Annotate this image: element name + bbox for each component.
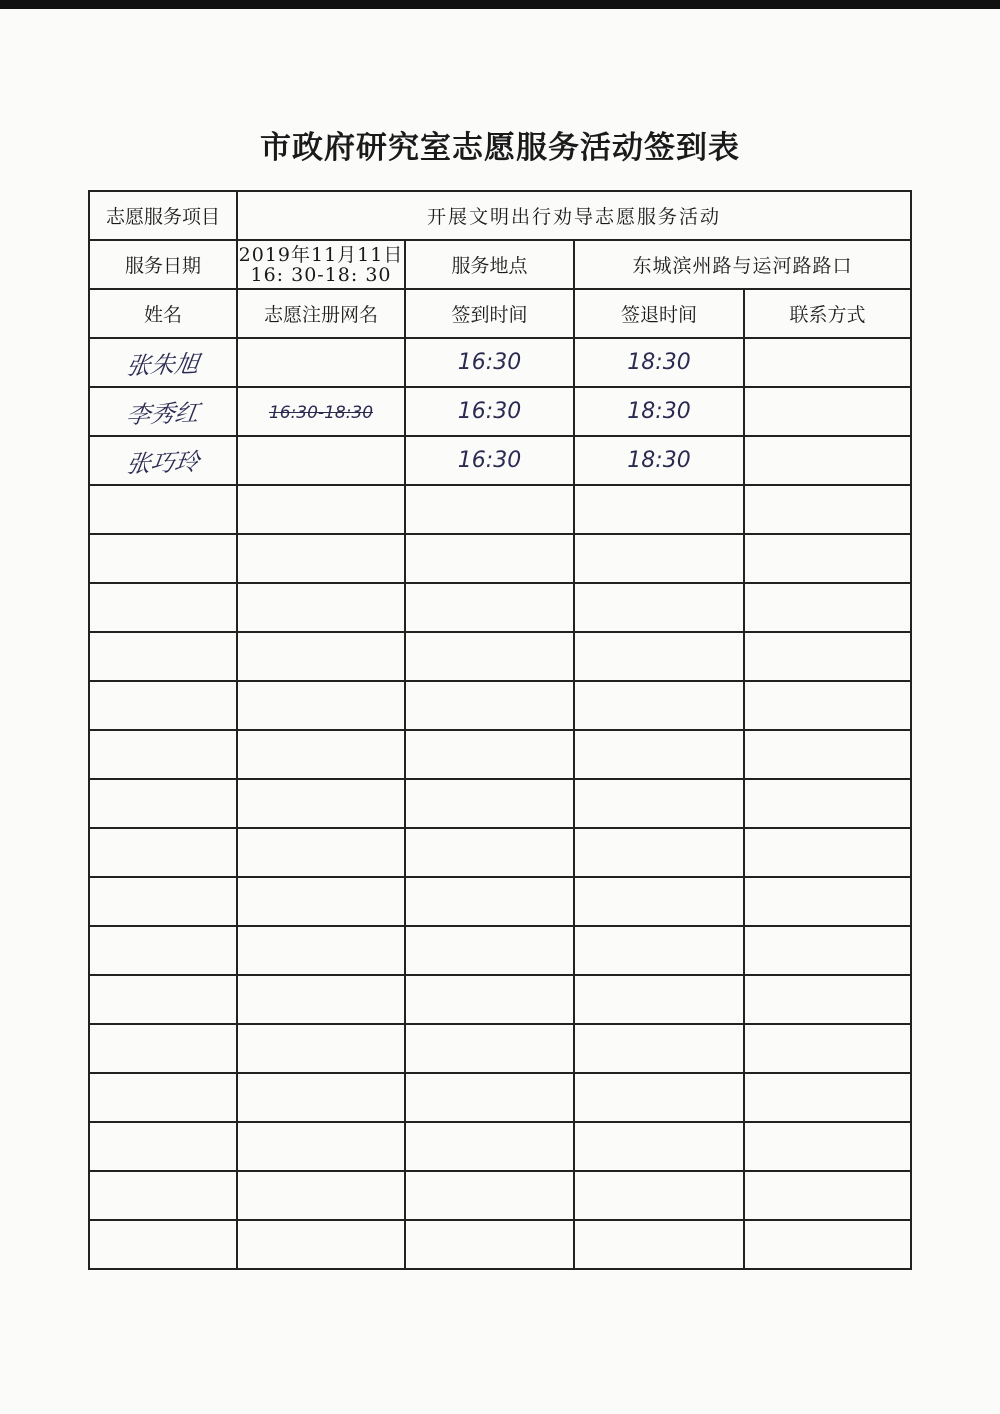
cell-sign-out bbox=[574, 828, 744, 877]
cell-name bbox=[89, 828, 237, 877]
cell-sign-in bbox=[405, 1171, 574, 1220]
cell-name bbox=[89, 387, 237, 436]
cell-sign-in bbox=[405, 632, 574, 681]
cell-registration bbox=[237, 779, 405, 828]
cell-name bbox=[89, 926, 237, 975]
cell-sign-in bbox=[405, 1220, 574, 1269]
empty-row bbox=[89, 1122, 911, 1171]
empty-row bbox=[89, 1024, 911, 1073]
empty-row bbox=[89, 975, 911, 1024]
sign-in-table bbox=[88, 190, 912, 1270]
cell-contact bbox=[744, 730, 911, 779]
cell-sign-out bbox=[574, 877, 744, 926]
cell-registration bbox=[237, 1024, 405, 1073]
cell-sign-out bbox=[574, 338, 744, 387]
cell-contact bbox=[744, 583, 911, 632]
header-name: 姓名 bbox=[89, 289, 237, 338]
cell-name bbox=[89, 730, 237, 779]
cell-contact bbox=[744, 681, 911, 730]
cell-contact bbox=[744, 1122, 911, 1171]
cell-registration bbox=[237, 730, 405, 779]
date-label: 服务日期 bbox=[89, 240, 237, 289]
column-header-row bbox=[89, 289, 911, 338]
cell-name bbox=[89, 877, 237, 926]
empty-row bbox=[89, 779, 911, 828]
cell-name bbox=[89, 1024, 237, 1073]
cell-contact bbox=[744, 338, 911, 387]
empty-row bbox=[89, 1073, 911, 1122]
cell-registration bbox=[237, 338, 405, 387]
cell-registration bbox=[237, 485, 405, 534]
handwritten-sign-in: 16:30 bbox=[457, 448, 522, 473]
cell-name bbox=[89, 975, 237, 1024]
cell-contact bbox=[744, 436, 911, 485]
cell-sign-in bbox=[405, 975, 574, 1024]
empty-row bbox=[89, 485, 911, 534]
cell-registration bbox=[237, 1122, 405, 1171]
handwritten-sign-out: 18:30 bbox=[627, 448, 691, 473]
cell-sign-out bbox=[574, 1073, 744, 1122]
cell-sign-out bbox=[574, 632, 744, 681]
handwritten-name: 张巧玲 bbox=[124, 447, 201, 479]
cell-registration bbox=[237, 877, 405, 926]
location-label: 服务地点 bbox=[405, 240, 574, 289]
cell-contact bbox=[744, 1220, 911, 1269]
cell-sign-in bbox=[405, 534, 574, 583]
cell-registration bbox=[237, 828, 405, 877]
cell-contact bbox=[744, 926, 911, 975]
date-value bbox=[237, 240, 405, 289]
cell-sign-out bbox=[574, 779, 744, 828]
handwritten-name: 张朱旭 bbox=[124, 349, 201, 381]
cell-sign-in bbox=[405, 1122, 574, 1171]
cell-contact bbox=[744, 534, 911, 583]
cell-name bbox=[89, 534, 237, 583]
cell-sign-out bbox=[574, 387, 744, 436]
cell-contact bbox=[744, 485, 911, 534]
handwritten-sign-in: 16:30 bbox=[457, 350, 522, 375]
empty-row bbox=[89, 534, 911, 583]
cell-sign-in bbox=[405, 436, 574, 485]
cell-name bbox=[89, 583, 237, 632]
cell-name bbox=[89, 485, 237, 534]
cell-registration bbox=[237, 534, 405, 583]
header-contact: 联系方式 bbox=[744, 289, 911, 338]
cell-sign-in bbox=[405, 1024, 574, 1073]
cell-name bbox=[89, 436, 237, 485]
empty-row bbox=[89, 828, 911, 877]
cell-registration bbox=[237, 436, 405, 485]
header-sign-out-time: 签退时间 bbox=[574, 289, 744, 338]
empty-row bbox=[89, 877, 911, 926]
cell-registration bbox=[237, 975, 405, 1024]
cell-contact bbox=[744, 387, 911, 436]
cell-contact bbox=[744, 1171, 911, 1220]
project-row bbox=[89, 191, 911, 240]
cell-registration bbox=[237, 681, 405, 730]
cell-sign-in bbox=[405, 387, 574, 436]
cell-sign-out bbox=[574, 583, 744, 632]
cell-name bbox=[89, 632, 237, 681]
header-sign-in-time: 签到时间 bbox=[405, 289, 574, 338]
empty-row bbox=[89, 1171, 911, 1220]
table-row bbox=[89, 338, 911, 387]
date-location-row bbox=[89, 240, 911, 289]
cell-sign-in bbox=[405, 926, 574, 975]
handwritten-sign-in: 16:30 bbox=[457, 399, 522, 424]
cell-name bbox=[89, 1122, 237, 1171]
scan-top-edge bbox=[0, 0, 1000, 9]
cell-sign-in bbox=[405, 681, 574, 730]
cell-sign-in bbox=[405, 730, 574, 779]
cell-registration bbox=[237, 1220, 405, 1269]
cell-registration bbox=[237, 1171, 405, 1220]
cell-name bbox=[89, 1073, 237, 1122]
cell-sign-in bbox=[405, 485, 574, 534]
cell-registration bbox=[237, 1073, 405, 1122]
cell-sign-out bbox=[574, 975, 744, 1024]
cell-sign-out bbox=[574, 1024, 744, 1073]
project-value: 开展文明出行劝导志愿服务活动 bbox=[237, 191, 911, 240]
cell-sign-out bbox=[574, 1220, 744, 1269]
cell-sign-in bbox=[405, 338, 574, 387]
handwritten-registration: 16:30-18:30 bbox=[268, 402, 374, 423]
date-line-2: 16: 30-18: 30 bbox=[250, 263, 392, 286]
location-value: 东城滨州路与运河路路口 bbox=[574, 240, 911, 289]
cell-sign-out bbox=[574, 485, 744, 534]
empty-row bbox=[89, 632, 911, 681]
table-row bbox=[89, 387, 911, 436]
table-row bbox=[89, 436, 911, 485]
cell-sign-in bbox=[405, 877, 574, 926]
cell-name bbox=[89, 681, 237, 730]
cell-contact bbox=[744, 1024, 911, 1073]
empty-row bbox=[89, 926, 911, 975]
cell-sign-in bbox=[405, 828, 574, 877]
cell-registration bbox=[237, 387, 405, 436]
cell-sign-out bbox=[574, 681, 744, 730]
empty-row bbox=[89, 583, 911, 632]
header-registration: 志愿注册网名 bbox=[237, 289, 405, 338]
cell-registration bbox=[237, 926, 405, 975]
cell-name bbox=[89, 1171, 237, 1220]
project-label: 志愿服务项目 bbox=[89, 191, 237, 240]
handwritten-sign-out: 18:30 bbox=[627, 350, 691, 375]
cell-registration bbox=[237, 632, 405, 681]
cell-sign-out bbox=[574, 436, 744, 485]
cell-registration bbox=[237, 583, 405, 632]
cell-name bbox=[89, 1220, 237, 1269]
cell-contact bbox=[744, 1073, 911, 1122]
cell-name bbox=[89, 779, 237, 828]
cell-contact bbox=[744, 828, 911, 877]
empty-row bbox=[89, 1220, 911, 1269]
cell-sign-out bbox=[574, 730, 744, 779]
handwritten-name: 李秀红 bbox=[124, 398, 201, 430]
cell-sign-in bbox=[405, 1073, 574, 1122]
cell-sign-in bbox=[405, 779, 574, 828]
cell-contact bbox=[744, 877, 911, 926]
cell-sign-out bbox=[574, 1171, 744, 1220]
cell-sign-out bbox=[574, 926, 744, 975]
page-title: 市政府研究室志愿服务活动签到表 bbox=[260, 130, 740, 166]
cell-sign-in bbox=[405, 583, 574, 632]
cell-name bbox=[89, 338, 237, 387]
cell-contact bbox=[744, 975, 911, 1024]
handwritten-sign-out: 18:30 bbox=[627, 399, 691, 424]
cell-sign-out bbox=[574, 1122, 744, 1171]
cell-contact bbox=[744, 632, 911, 681]
empty-row bbox=[89, 681, 911, 730]
date-line-1: 2019年11月11日 bbox=[238, 243, 404, 266]
cell-contact bbox=[744, 779, 911, 828]
empty-row bbox=[89, 730, 911, 779]
cell-sign-out bbox=[574, 534, 744, 583]
